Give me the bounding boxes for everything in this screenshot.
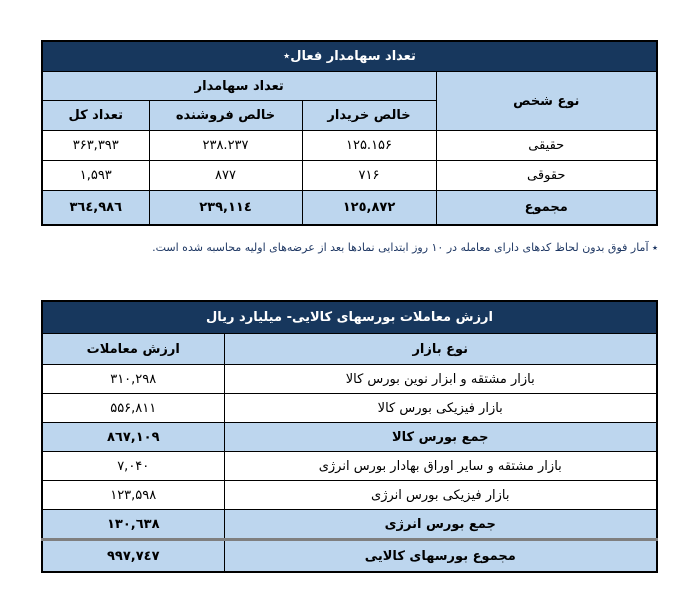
footnote: ٭ آمار فوق بدون لحاظ کدهای دارای معامله در ۱۰ روز ابتدایی نمادها بعد از عرضه‌های اولیه محاسبه شده است. (152, 241, 658, 254)
net-buyer-header: خالص خریدار (302, 101, 436, 131)
shareholders-table-title: تعداد سهامدار فعال٭ (42, 41, 657, 72)
person-type-cell: مجموع (436, 191, 657, 226)
person-type-cell: حقیقی (436, 131, 657, 161)
table-row-physical-commodity (42, 394, 657, 423)
net-buyer-cell: ۱۲۵.۱۵۶ (302, 131, 436, 161)
commodity-exchanges-value-table (41, 300, 658, 573)
commodity-table-title: ارزش معاملات بورسهای کالایی- میلیارد ریال (42, 301, 657, 334)
table-row-derivatives-commodity (42, 365, 657, 394)
net-seller-header: خالص فروشنده (149, 101, 302, 131)
market-type-header: نوع بازار (224, 334, 657, 365)
trade-value-cell: ۱۲۳,۵۹۸ (42, 481, 224, 510)
table-row-total (42, 191, 657, 226)
net-seller-cell: ٢٣٩,١١٤ (149, 191, 302, 226)
table-row-grand-total (42, 540, 657, 573)
total-count-cell: ۱,۵۹۳ (42, 161, 149, 191)
net-seller-cell: ۸۷۷ (149, 161, 302, 191)
table-row-derivatives-energy (42, 452, 657, 481)
market-type-cell: بازار فیزیکی بورس کالا (224, 394, 657, 423)
market-type-cell: بازار مشتقه و ابزار نوین بورس کالا (224, 365, 657, 394)
market-type-cell: بازار فیزیکی بورس انرژی (224, 481, 657, 510)
commodity-header-row (42, 334, 657, 365)
shareholders-group-header-row (42, 72, 657, 101)
person-type-header: نوع شخص (436, 72, 657, 131)
trade-value-cell: ١٣٠,٦٣٨ (42, 510, 224, 540)
total-count-header: تعداد کل (42, 101, 149, 131)
trade-value-cell: ۷,۰۴۰ (42, 452, 224, 481)
shareholders-title-row (42, 41, 657, 72)
trade-value-cell: ٩٩٧,٧٤٧ (42, 540, 224, 573)
table-row-energy-exchange-sum (42, 510, 657, 540)
net-seller-cell: ۲۳۸.۲۳۷ (149, 131, 302, 161)
net-buyer-cell: ١٢٥,٨٧٢ (302, 191, 436, 226)
commodity-title-row (42, 301, 657, 334)
table-row-commodity-exchange-sum (42, 423, 657, 452)
table-row-legal-entity (42, 161, 657, 191)
market-type-cell: جمع بورس کالا (224, 423, 657, 452)
trade-value-header: ارزش معاملات (42, 334, 224, 365)
person-type-cell: حقوقی (436, 161, 657, 191)
shareholder-count-group-header: تعداد سهامدار (42, 72, 436, 101)
table-row-individual (42, 131, 657, 161)
trade-value-cell: ٨٦٧,١٠٩ (42, 423, 224, 452)
net-buyer-cell: ۷۱۶ (302, 161, 436, 191)
market-type-cell: جمع بورس انرژی (224, 510, 657, 540)
table-row-physical-energy (42, 481, 657, 510)
active-shareholders-table (41, 40, 658, 226)
trade-value-cell: ۵۵۶,۸۱۱ (42, 394, 224, 423)
total-count-cell: ٣٦٤,٩٨٦ (42, 191, 149, 226)
total-count-cell: ۳۶۳,۳۹۳ (42, 131, 149, 161)
trade-value-cell: ۳۱۰,۲۹۸ (42, 365, 224, 394)
market-type-cell: مجموع بورسهای کالایی (224, 540, 657, 573)
market-type-cell: بازار مشتقه و سایر اوراق بهادار بورس انرژی (224, 452, 657, 481)
